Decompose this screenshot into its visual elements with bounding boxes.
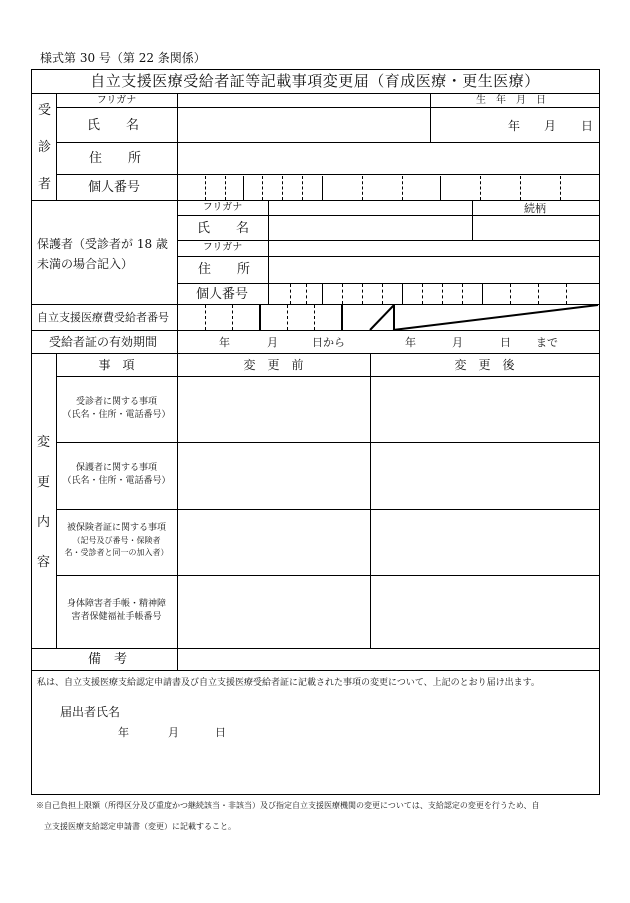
guardian-relation-field[interactable] <box>473 216 598 239</box>
change-row-2-after-field[interactable] <box>371 443 598 508</box>
change-row-1-line2: （氏名・住所・電話番号） <box>62 410 171 420</box>
guardian-furigana-label-2: フリガナ <box>202 242 243 253</box>
remarks-label: 備 考 <box>88 652 128 667</box>
validity-label: 受給者証の有効期間 <box>49 335 158 349</box>
change-row-4-line2: 害者保健福祉手帳番号 <box>71 612 162 622</box>
change-row-3-line1: 被保険者証に関する事項 <box>66 523 166 533</box>
patient-address-label: 住 所 <box>89 151 142 166</box>
change-row-3-after-field[interactable] <box>371 510 598 574</box>
form-number: 様式第 30 号（第 22 条関係） <box>40 51 206 65</box>
patient-char-3: 者 <box>38 177 52 192</box>
col-header-after: 変 更 後 <box>454 358 515 372</box>
guardian-label-line2: 未満の場合記入） <box>37 257 134 271</box>
submit-day: 日 <box>215 726 226 739</box>
guardian-label-line1: 保護者（受診者が 18 歳 <box>37 237 168 251</box>
change-row-3-before-field[interactable] <box>178 510 369 574</box>
patient-char-2: 診 <box>38 140 52 155</box>
change-row-2-line1: 保護者に関する事項 <box>75 463 157 473</box>
guardian-relation-label: 続柄 <box>524 202 546 215</box>
guardian-name-field[interactable] <box>269 216 471 239</box>
validity-from-month: 月 <box>267 336 278 349</box>
change-row-1-after-field[interactable] <box>371 377 598 441</box>
change-row-4-line1: 身体障害者手帳・精神障 <box>66 599 166 609</box>
changes-char-2: 更 <box>37 475 51 490</box>
guardian-name-label: 氏 名 <box>197 221 250 236</box>
col-header-item: 事 項 <box>98 358 135 372</box>
birth-month-label: 月 <box>544 119 557 133</box>
patient-id-label: 個人番号 <box>88 180 141 195</box>
change-row-2-line2: （氏名・住所・電話番号） <box>62 476 171 486</box>
changes-char-3: 内 <box>37 515 51 530</box>
change-row-4-after-field[interactable] <box>371 576 598 647</box>
submit-month: 月 <box>168 726 179 739</box>
change-row-2-before-field[interactable] <box>178 443 369 508</box>
footnote-line2: 立支援医療支給認定申請書（変更）に記載すること。 <box>44 822 236 831</box>
patient-furigana-field[interactable] <box>178 94 429 106</box>
patient-name-field[interactable] <box>178 108 429 141</box>
guardian-id-label: 個人番号 <box>196 287 249 302</box>
birth-year-label: 年 <box>508 119 521 133</box>
certificate-number-label: 自立支援医療費受給者番号 <box>37 311 169 324</box>
change-row-4-before-field[interactable] <box>178 576 369 647</box>
col-header-before: 変 更 前 <box>243 358 304 372</box>
declaration-text: 私は、自立支援医療支給認定申請書及び自立支援医療受給者証に記載された事項の変更について、上記のとおり届け出ます。 <box>37 678 540 688</box>
validity-field[interactable] <box>178 331 598 352</box>
submitter-label: 届出者氏名 <box>60 705 121 719</box>
form-title: 自立支援医療受給者証等記載事項変更届（育成医療・更生医療） <box>90 72 540 90</box>
validity-from-year: 年 <box>219 336 230 349</box>
changes-char-4: 容 <box>37 555 51 570</box>
guardian-id-field[interactable] <box>269 284 598 303</box>
validity-from-day: 日から <box>312 336 345 349</box>
footnote-line1: ※自己負担上限額（所得区分及び重度かつ継続該当・非該当）及び指定自立支援医療機関の変更については、支給認定の変更を行うため、自 <box>36 801 540 810</box>
validity-to-day: 日 <box>500 336 511 349</box>
validity-to-suffix: まで <box>536 336 558 349</box>
validity-to-month: 月 <box>452 336 463 349</box>
patient-name-label: 氏 名 <box>87 118 140 133</box>
changes-char-1: 変 <box>37 435 51 450</box>
patient-furigana-label: フリガナ <box>96 95 137 106</box>
patient-char-1: 受 <box>38 103 52 118</box>
change-row-3-line3: 名・受診者と同一の加入者） <box>64 548 169 557</box>
change-row-1-before-field[interactable] <box>178 377 369 441</box>
patient-id-field[interactable] <box>178 175 598 199</box>
guardian-furigana-label: フリガナ <box>202 202 243 213</box>
guardian-address-field[interactable] <box>269 241 598 282</box>
birth-day-label: 日 <box>581 119 594 133</box>
submit-year: 年 <box>118 726 129 739</box>
change-row-1-line1: 受診者に関する事項 <box>75 397 157 407</box>
validity-to-year: 年 <box>405 336 416 349</box>
certificate-number-field[interactable] <box>178 305 368 329</box>
change-row-3-line2: （記号及び番号・保険者 <box>72 536 161 545</box>
submitter-name-field[interactable] <box>140 700 580 720</box>
guardian-address-label: 住 所 <box>198 262 251 277</box>
remarks-field[interactable] <box>178 649 598 669</box>
guardian-furigana-field[interactable] <box>269 201 471 214</box>
certificate-diagonal-strokes <box>367 303 599 332</box>
patient-address-field[interactable] <box>178 143 598 173</box>
patient-birth-header: 生 年 月 日 <box>476 95 546 106</box>
